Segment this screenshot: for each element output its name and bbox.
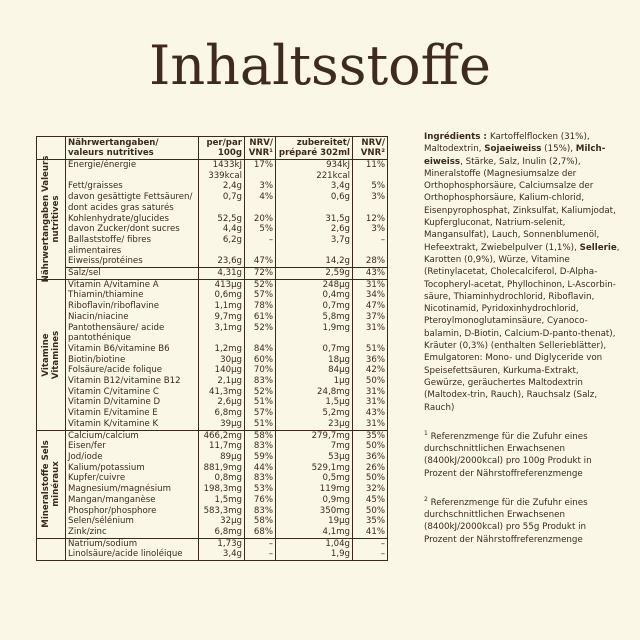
ingredient-text: (15%), xyxy=(541,144,576,155)
table-row xyxy=(37,408,388,419)
row-per100: 413µg xyxy=(199,279,245,290)
row-prepared: 0,5mg xyxy=(276,473,353,484)
row-prepared: 0,9mg xyxy=(276,495,353,506)
header-name: Nährwertangaben/ valeurs nutritives xyxy=(66,137,199,160)
row-per100: 3,1mg xyxy=(199,323,245,344)
row-nrv2: 32% xyxy=(353,484,388,495)
row-nrv2: 31% xyxy=(353,419,388,430)
header-nrv1: NRV/ VNR¹ xyxy=(245,137,276,160)
footnote-2 xyxy=(424,494,620,546)
row-nrv2: 41% xyxy=(353,527,388,538)
footnote-1-text: Referenzmenge für die Zufuhr eines durchschnittlichen Erwachsenen (8400kJ/2000kcal) pro 100g Produkt in Prozent der Nährstoffreferenzmenge xyxy=(424,431,592,479)
row-per100: 23,6g xyxy=(199,256,245,267)
ingredients-text xyxy=(424,131,620,414)
row-nrv2: – xyxy=(353,538,388,549)
row-name: Kupfer/cuivre xyxy=(66,473,199,484)
row-nrv1: 20% xyxy=(245,214,276,225)
row-name: Calcium/calcium xyxy=(66,430,199,441)
table-row xyxy=(37,473,388,484)
row-per100: 0,7g xyxy=(199,192,245,213)
row-per100: 0,6mg xyxy=(199,290,245,301)
row-prepared: 18µg xyxy=(276,355,353,366)
group-label xyxy=(37,279,66,430)
row-nrv2: 31% xyxy=(353,279,388,290)
row-nrv2: 43% xyxy=(353,268,388,280)
row-prepared: 0,6g xyxy=(276,192,353,213)
row-nrv1: 84% xyxy=(245,344,276,355)
group-label-text: Vitamine Vitamines xyxy=(41,330,61,379)
row-nrv1: 44% xyxy=(245,463,276,474)
row-name: Pantothensäure/ acide pantothénique xyxy=(66,323,199,344)
row-per100: 89µg xyxy=(199,452,245,463)
row-per100: 6,8mg xyxy=(199,527,245,538)
row-name: Selen/sélénium xyxy=(66,516,199,527)
row-per100: 11,7mg xyxy=(199,441,245,452)
row-prepared: 119mg xyxy=(276,484,353,495)
row-nrv1: 68% xyxy=(245,527,276,538)
group-label xyxy=(37,156,66,283)
header-per100: per/par 100g xyxy=(199,137,245,160)
row-per100: 2,4g xyxy=(199,181,245,192)
row-nrv1: 47% xyxy=(245,256,276,267)
table-row xyxy=(37,376,388,387)
row-nrv1: 52% xyxy=(245,387,276,398)
row-nrv1: 83% xyxy=(245,376,276,387)
row-nrv1: 78% xyxy=(245,301,276,312)
row-name: Linolsäure/acide linoléique xyxy=(66,549,199,560)
row-nrv2: 50% xyxy=(353,506,388,517)
row-name: Mangan/manganèse xyxy=(66,495,199,506)
row-nrv2: 36% xyxy=(353,452,388,463)
row-per100: 32µg xyxy=(199,516,245,527)
row-nrv2: 36% xyxy=(353,355,388,366)
row-prepared: 3,4g xyxy=(276,181,353,192)
row-name: Riboflavin/riboflavine xyxy=(66,301,199,312)
row-nrv2: 51% xyxy=(353,344,388,355)
row-name: Zink/zinc xyxy=(66,527,199,538)
table-row xyxy=(37,160,388,182)
row-nrv1: 5% xyxy=(245,224,276,235)
row-prepared: 350mg xyxy=(276,506,353,517)
row-name: Natrium/sodium xyxy=(66,538,199,549)
table-row xyxy=(37,397,388,408)
table-header-row xyxy=(37,137,388,160)
row-nrv2: – xyxy=(353,549,388,560)
row-per100: 6,2g xyxy=(199,235,245,256)
table-row xyxy=(37,484,388,495)
row-nrv2: 31% xyxy=(353,397,388,408)
row-nrv1: 58% xyxy=(245,516,276,527)
row-nrv2: 47% xyxy=(353,301,388,312)
row-per100: 1,5mg xyxy=(199,495,245,506)
nutrition-table xyxy=(36,136,388,561)
row-nrv1: 51% xyxy=(245,419,276,430)
row-name: Fett/graisses xyxy=(66,181,199,192)
table-row xyxy=(37,355,388,366)
row-nrv1: 60% xyxy=(245,355,276,366)
row-per100: 466,2mg xyxy=(199,430,245,441)
ingredient-highlight: Sellerie xyxy=(579,242,617,253)
row-prepared: 4,1mg xyxy=(276,527,353,538)
row-nrv1: 51% xyxy=(245,397,276,408)
table-row xyxy=(37,290,388,301)
group-label xyxy=(37,430,66,538)
row-prepared: 934kJ 221kcal xyxy=(276,160,353,182)
row-prepared: 14,2g xyxy=(276,256,353,267)
footnote-1-mark: 1 xyxy=(424,429,428,437)
table-row xyxy=(37,181,388,192)
row-nrv1: 52% xyxy=(245,279,276,290)
row-nrv2: 12% xyxy=(353,214,388,225)
row-per100: 2,6µg xyxy=(199,397,245,408)
row-nrv1: 4% xyxy=(245,192,276,213)
row-nrv1: 57% xyxy=(245,290,276,301)
group-label-text: Mineralstoffe Sels minéraux xyxy=(41,440,61,528)
row-nrv2: 37% xyxy=(353,312,388,323)
row-name: Jod/iode xyxy=(66,452,199,463)
row-nrv2: – xyxy=(353,235,388,256)
row-prepared: 2,59g xyxy=(276,268,353,280)
ingredient-highlight: Sojaeiweiss xyxy=(484,144,542,155)
row-nrv2: 50% xyxy=(353,441,388,452)
row-nrv1: 83% xyxy=(245,441,276,452)
ingredient-highlight: Milch-eiweiss xyxy=(424,144,606,167)
row-nrv2: 35% xyxy=(353,516,388,527)
row-per100: 583,3mg xyxy=(199,506,245,517)
row-nrv2: 28% xyxy=(353,256,388,267)
footnote-1 xyxy=(424,428,620,480)
table-row xyxy=(37,312,388,323)
footnote-2-text: Referenzmenge für die Zufuhr eines durchschnittlichen Erwachsenen (8400kJ/2000kcal) pro 55g Produkt in Prozent der Nährstoffreferenzmenge xyxy=(424,497,588,545)
row-nrv1: 52% xyxy=(245,323,276,344)
row-prepared: 5,8mg xyxy=(276,312,353,323)
table-row xyxy=(37,419,388,430)
row-name: Thiamin/thiamine xyxy=(66,290,199,301)
row-name: Phosphor/phosphore xyxy=(66,506,199,517)
row-prepared: 3,7g xyxy=(276,235,353,256)
row-nrv1: 83% xyxy=(245,473,276,484)
row-nrv2: 34% xyxy=(353,290,388,301)
table-row xyxy=(37,365,388,376)
row-nrv1: 17% xyxy=(245,160,276,182)
table-row xyxy=(37,430,388,441)
ingredient-highlight: Ingrédients : xyxy=(424,132,490,142)
row-prepared: 5,2mg xyxy=(276,408,353,419)
row-per100: 41,3mg xyxy=(199,387,245,398)
row-nrv1: 70% xyxy=(245,365,276,376)
row-per100: 1,73g xyxy=(199,538,245,549)
row-name: Eiweiss/protéines xyxy=(66,256,199,267)
table-row xyxy=(37,538,388,549)
page-title: Inhaltsstoffe xyxy=(148,34,491,97)
table-row xyxy=(37,224,388,235)
ingredient-text: , Stärke, Salz, Inulin (2,7%), Mineralstoffe (Magnesiumsalze der Orthophosphorsäure, Calciumsalze der Orthophosphorsäure, Kalium-chlorid, Eisenpyrophosphat, Zinksulfat, Kaliumjodat, Kupfergluconat, Natrium-selenit, Mangansulfat), Lauch, Sonnenblumenöl, Hefeextrakt, Zwiebelpulver (1,1%), xyxy=(424,156,616,253)
row-per100: 2,1µg xyxy=(199,376,245,387)
table-row xyxy=(37,516,388,527)
row-prepared: 53µg xyxy=(276,452,353,463)
row-prepared: 23µg xyxy=(276,419,353,430)
row-per100: 1,1mg xyxy=(199,301,245,312)
row-nrv1: – xyxy=(245,538,276,549)
table-row xyxy=(37,506,388,517)
row-prepared: 1,9mg xyxy=(276,323,353,344)
row-nrv1: 53% xyxy=(245,484,276,495)
group-label-text: Nährwertangaben Valeurs nutritives xyxy=(41,156,61,283)
table-row xyxy=(37,549,388,560)
row-nrv2: 31% xyxy=(353,323,388,344)
row-nrv2: 5% xyxy=(353,181,388,192)
row-prepared: 84µg xyxy=(276,365,353,376)
table-row xyxy=(37,452,388,463)
row-nrv2: 50% xyxy=(353,376,388,387)
table-row xyxy=(37,387,388,398)
row-prepared: 1µg xyxy=(276,376,353,387)
row-per100: 1,2mg xyxy=(199,344,245,355)
row-name: Folsäure/acide folique xyxy=(66,365,199,376)
row-per100: 0,8mg xyxy=(199,473,245,484)
header-nrv2: NRV/ VNR² xyxy=(353,137,388,160)
row-nrv2: 11% xyxy=(353,160,388,182)
row-prepared: 19µg xyxy=(276,516,353,527)
row-nrv1: 72% xyxy=(245,268,276,280)
row-nrv2: 3% xyxy=(353,224,388,235)
row-name: Vitamin A/vitamine A xyxy=(66,279,199,290)
row-per100: 30µg xyxy=(199,355,245,366)
row-prepared: 1,5µg xyxy=(276,397,353,408)
group-label xyxy=(37,538,66,560)
row-nrv2: 45% xyxy=(353,495,388,506)
row-prepared: 0,4mg xyxy=(276,290,353,301)
row-nrv1: 59% xyxy=(245,452,276,463)
table-row xyxy=(37,192,388,213)
row-nrv2: 43% xyxy=(353,408,388,419)
row-name: Ballaststoffe/ fibres alimentaires xyxy=(66,235,199,256)
row-name: Magnesium/magnésium xyxy=(66,484,199,495)
ingredients-panel xyxy=(424,131,620,546)
row-nrv2: 35% xyxy=(353,430,388,441)
footnote-2-mark: 2 xyxy=(424,495,428,503)
table-row xyxy=(37,527,388,538)
row-nrv1: 83% xyxy=(245,506,276,517)
row-nrv1: 57% xyxy=(245,408,276,419)
row-per100: 1433kJ 339kcal xyxy=(199,160,245,182)
table-row xyxy=(37,214,388,225)
row-per100: 6,8mg xyxy=(199,408,245,419)
row-per100: 881,9mg xyxy=(199,463,245,474)
row-nrv2: 31% xyxy=(353,387,388,398)
row-name: Vitamin B6/vitamine B6 xyxy=(66,344,199,355)
row-name: Eisen/fer xyxy=(66,441,199,452)
row-nrv2: 50% xyxy=(353,473,388,484)
row-per100: 4,4g xyxy=(199,224,245,235)
row-name: Salz/sel xyxy=(66,268,199,280)
row-prepared: 248µg xyxy=(276,279,353,290)
table-row xyxy=(37,279,388,290)
row-nrv2: 26% xyxy=(353,463,388,474)
table-row xyxy=(37,268,388,280)
row-per100: 52,5g xyxy=(199,214,245,225)
header-prepared: zubereitet/ préparé 302ml xyxy=(276,137,353,160)
table-row xyxy=(37,495,388,506)
row-nrv2: 3% xyxy=(353,192,388,213)
row-nrv1: 76% xyxy=(245,495,276,506)
row-prepared: 7mg xyxy=(276,441,353,452)
row-prepared: 529,1mg xyxy=(276,463,353,474)
row-per100: 198,3mg xyxy=(199,484,245,495)
row-name: Biotin/biotine xyxy=(66,355,199,366)
table-row xyxy=(37,344,388,355)
row-name: Vitamin K/vitamine K xyxy=(66,419,199,430)
table-row xyxy=(37,441,388,452)
row-prepared: 24,8mg xyxy=(276,387,353,398)
table-row xyxy=(37,301,388,312)
row-prepared: 1,9g xyxy=(276,549,353,560)
row-name: Kalium/potassium xyxy=(66,463,199,474)
table-row xyxy=(37,463,388,474)
row-name: Energie/énergie xyxy=(66,160,199,182)
row-name: Vitamin B12/vitamine B12 xyxy=(66,376,199,387)
table-row xyxy=(37,256,388,267)
row-name: davon Zucker/dont sucres xyxy=(66,224,199,235)
row-nrv1: – xyxy=(245,235,276,256)
row-nrv1: 3% xyxy=(245,181,276,192)
row-name: Kohlenhydrate/glucides xyxy=(66,214,199,225)
ingredient-text: Kartoffelflocken (31%), Maltodextrin, xyxy=(424,132,590,155)
row-prepared: 0,7mg xyxy=(276,344,353,355)
ingredient-text: , Karotten (0,9%), Würze, Vitamine (Retinylacetat, Cholecalciferol, D-Alpha-Tocopheryl-acetat, Phyllochinon, L-Ascorbin-säure, Thiaminhydrochlorid, Riboflavin, Nicotinamid, Pyridoxinhydrochlorid, Pteroylmonoglutaminsäure, Cyanoco-balamin, D-Biotin, Calcium-D-panto-thenat), Kräuter (0,3%) (enthalten Sellerieblätter), Emulgatoren: Mono- und Diglyceride von Speisefettsäuren, Kurkuma-Extrakt, Gewürze, geräuchertes Maltodextrin (Maltodex-trin, Rauch), Rauchsalz (Salz, Rauch) xyxy=(424,242,620,413)
row-name: Vitamin D/vitamine D xyxy=(66,397,199,408)
row-prepared: 2,6g xyxy=(276,224,353,235)
row-prepared: 1,04g xyxy=(276,538,353,549)
row-per100: 39µg xyxy=(199,419,245,430)
row-name: Vitamin E/vitamine E xyxy=(66,408,199,419)
row-name: davon gesättigte Fettsäuren/ dont acides gras saturés xyxy=(66,192,199,213)
row-per100: 4,31g xyxy=(199,268,245,280)
table-row xyxy=(37,235,388,256)
row-nrv2: 42% xyxy=(353,365,388,376)
row-nrv1: 61% xyxy=(245,312,276,323)
row-per100: 140µg xyxy=(199,365,245,376)
row-name: Niacin/niacine xyxy=(66,312,199,323)
row-nrv1: 58% xyxy=(245,430,276,441)
row-name: Vitamin C/vitamine C xyxy=(66,387,199,398)
row-prepared: 0,7mg xyxy=(276,301,353,312)
table-row xyxy=(37,323,388,344)
row-per100: 9,7mg xyxy=(199,312,245,323)
row-prepared: 31,5g xyxy=(276,214,353,225)
row-per100: 3,4g xyxy=(199,549,245,560)
row-nrv1: – xyxy=(245,549,276,560)
row-prepared: 279,7mg xyxy=(276,430,353,441)
